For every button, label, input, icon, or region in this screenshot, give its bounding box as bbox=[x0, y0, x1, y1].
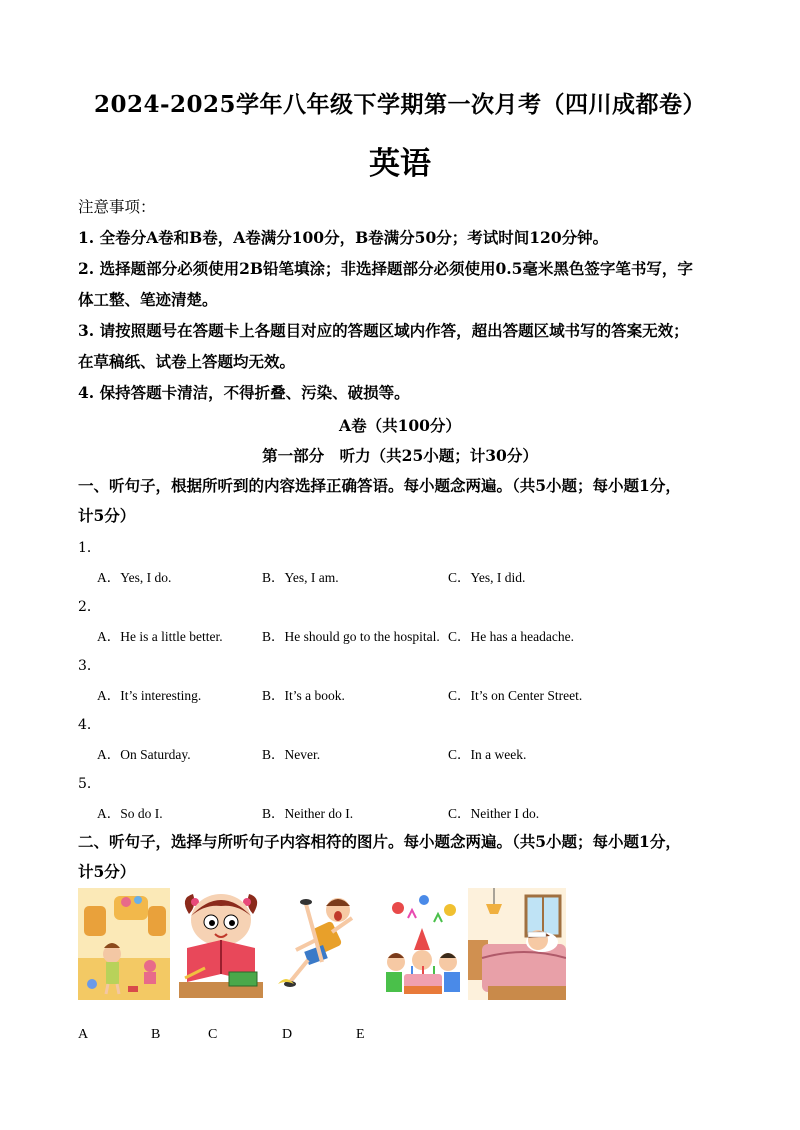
subject-title: 英语 bbox=[369, 146, 431, 182]
part1-instruction-line-2: 计5分） bbox=[78, 506, 136, 525]
option-c: C．It’s on Center Street. bbox=[448, 688, 583, 703]
notice-item-1: 1. 全卷分A卷和B卷，A卷满分100分，B卷满分50分；考试时间120分钟。 bbox=[78, 228, 609, 247]
notice-item-3-line-1: 3. 请按照题号在答题卡上各题目对应的答题区域内作答，超出答题区域书写的答案无效； bbox=[78, 321, 689, 340]
option-c: C．Neither I do. bbox=[448, 806, 540, 821]
exam-title: 2024-2025学年八年级下学期第一次月考（四川成都卷） bbox=[93, 91, 707, 118]
notice-heading: 注意事项： bbox=[78, 198, 156, 216]
option-a: A．It’s interesting. bbox=[97, 688, 202, 703]
question-number: 1． bbox=[78, 540, 101, 556]
picture-label-e: E bbox=[356, 1027, 365, 1042]
notice-item-2-line-1: 2. 选择题部分必须使用2B铅笔填涂；非选择题部分必须使用0.5毫米黑色签字笔书写，字 bbox=[78, 259, 693, 278]
option-c: C．He has a headache. bbox=[448, 629, 574, 644]
question-number: 5． bbox=[78, 776, 101, 792]
picture-e-girl-sick-in-bed bbox=[468, 888, 566, 1000]
option-b: B．It’s a book. bbox=[262, 688, 345, 703]
part1-instruction-line-1: 一、听句子，根据所听到的内容选择正确答语。每小题念两遍。（共5小题；每小题1分， bbox=[78, 476, 681, 495]
option-b: B．Yes, I am. bbox=[262, 570, 339, 585]
picture-label-b: B bbox=[151, 1027, 161, 1042]
picture-label-a: A bbox=[78, 1027, 89, 1042]
part2-instruction-line-1: 二、听句子，选择与所听句子内容相符的图片。每小题念两遍。（共5小题；每小题1分， bbox=[78, 832, 681, 851]
picture-a-girl-playing-room bbox=[78, 888, 170, 1000]
option-c: C．Yes, I did. bbox=[448, 570, 526, 585]
question-number: 3． bbox=[78, 658, 101, 674]
option-b: B．Neither do I. bbox=[262, 806, 354, 821]
option-a: A．On Saturday. bbox=[97, 747, 191, 762]
picture-d-birthday-party bbox=[378, 888, 468, 1000]
picture-label-d: D bbox=[282, 1027, 293, 1042]
notice-item-3-line-2: 在草稿纸、试卷上答题均无效。 bbox=[78, 352, 296, 371]
option-b: B．He should go to the hospital. bbox=[262, 629, 440, 644]
option-a: A．So do I. bbox=[97, 806, 163, 821]
option-a: A．Yes, I do. bbox=[97, 570, 172, 585]
option-c: C．In a week. bbox=[448, 747, 527, 762]
option-a: A．He is a little better. bbox=[97, 629, 223, 644]
picture-c-boy-slipping-banana bbox=[272, 888, 364, 1000]
question-number: 4． bbox=[78, 717, 101, 733]
notice-item-2-line-2: 体工整、笔迹清楚。 bbox=[78, 290, 218, 309]
part-heading: 第一部分 听力（共25小题；计30分） bbox=[262, 446, 538, 465]
part2-instruction-line-2: 计5分） bbox=[78, 862, 136, 881]
picture-label-c: C bbox=[208, 1027, 218, 1042]
volume-heading: A卷（共100分） bbox=[339, 416, 461, 435]
picture-b-girl-reading bbox=[175, 888, 267, 1000]
question-number: 2． bbox=[78, 599, 101, 615]
option-b: B．Never. bbox=[262, 747, 321, 762]
notice-item-4: 4. 保持答题卡清洁，不得折叠、污染、破损等。 bbox=[78, 383, 410, 402]
